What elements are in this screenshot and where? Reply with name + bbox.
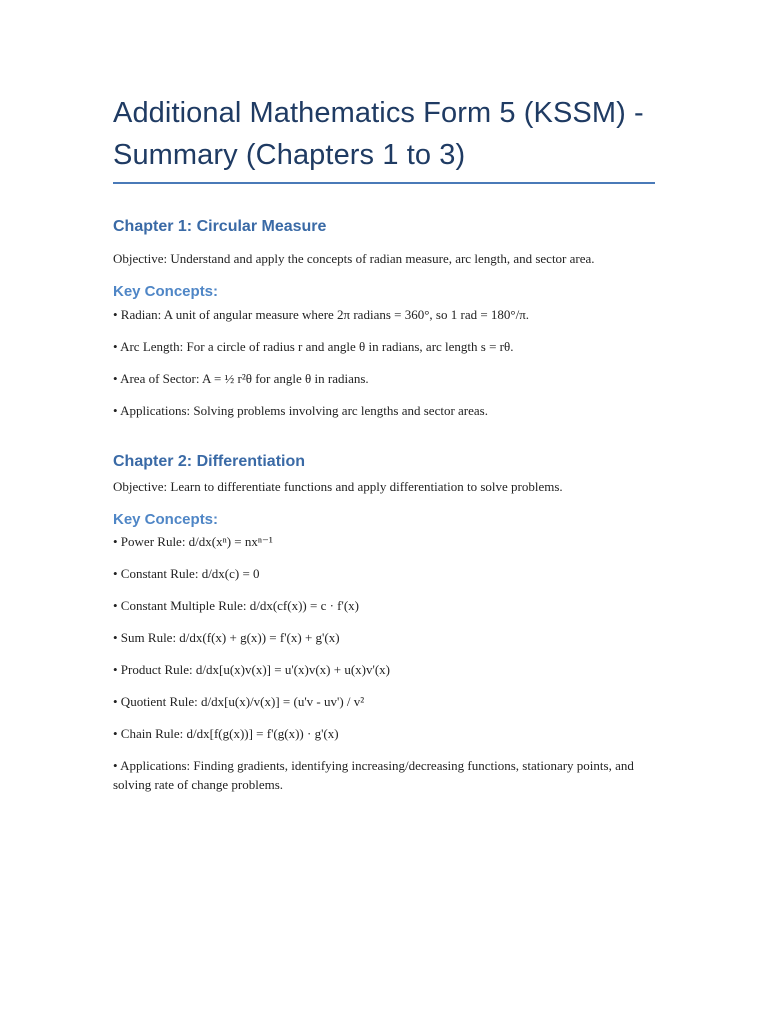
chapter-2-objective: Objective: Learn to differentiate functions and apply differentiation to solve problems. — [113, 479, 563, 494]
chapter-2-key-concepts-heading: Key Concepts: — [113, 511, 219, 528]
chapter-2-section — [113, 452, 655, 794]
chapter-1-bullet-sector-area: • Area of Sector: A = ½ r²θ for angle θ in radians. — [113, 371, 369, 386]
chapter-2-bullet-sum-rule: • Sum Rule: d/dx(f(x) + g(x)) = f'(x) + g'(x) — [113, 630, 340, 645]
chapter-1-heading: Chapter 1: Circular Measure — [113, 218, 327, 235]
document-page — [113, 92, 655, 794]
chapter-2-bullet-applications: • Applications: Finding gradients, identifying increasing/decreasing functions, stationary points, and solving rate of change problems. — [113, 758, 634, 792]
chapter-2-bullet-constant-multiple-rule: • Constant Multiple Rule: d/dx(cf(x)) = c · f'(x) — [113, 598, 360, 613]
chapter-1-section — [113, 217, 655, 420]
chapter-2-bullet-constant-rule: • Constant Rule: d/dx(c) = 0 — [113, 566, 260, 581]
chapter-1-key-concepts-heading: Key Concepts: — [113, 283, 219, 300]
document-title: Additional Mathematics Form 5 (KSSM) - Summary (Chapters 1 to 3) — [113, 92, 655, 184]
chapter-2-bullet-power-rule: • Power Rule: d/dx(xⁿ) = nxⁿ⁻¹ — [113, 534, 273, 549]
chapter-2-bullet-quotient-rule: • Quotient Rule: d/dx[u(x)/v(x)] = (u'v - uv') / v² — [113, 694, 365, 709]
chapter-1-bullet-radian: • Radian: A unit of angular measure where 2π radians = 360°, so 1 rad = 180°/π. — [113, 307, 530, 322]
chapter-2-bullet-chain-rule: • Chain Rule: d/dx[f(g(x))] = f'(g(x)) · g'(x) — [113, 726, 339, 741]
chapter-1-bullet-applications: • Applications: Solving problems involving arc lengths and sector areas. — [113, 403, 488, 418]
chapter-1-bullet-arc-length: • Arc Length: For a circle of radius r and angle θ in radians, arc length s = rθ. — [113, 339, 514, 354]
chapter-1-objective: Objective: Understand and apply the concepts of radian measure, arc length, and sector area. — [113, 251, 595, 266]
chapter-2-heading: Chapter 2: Differentiation — [113, 453, 306, 470]
chapter-2-bullet-product-rule: • Product Rule: d/dx[u(x)v(x)] = u'(x)v(x) + u(x)v'(x) — [113, 662, 390, 677]
